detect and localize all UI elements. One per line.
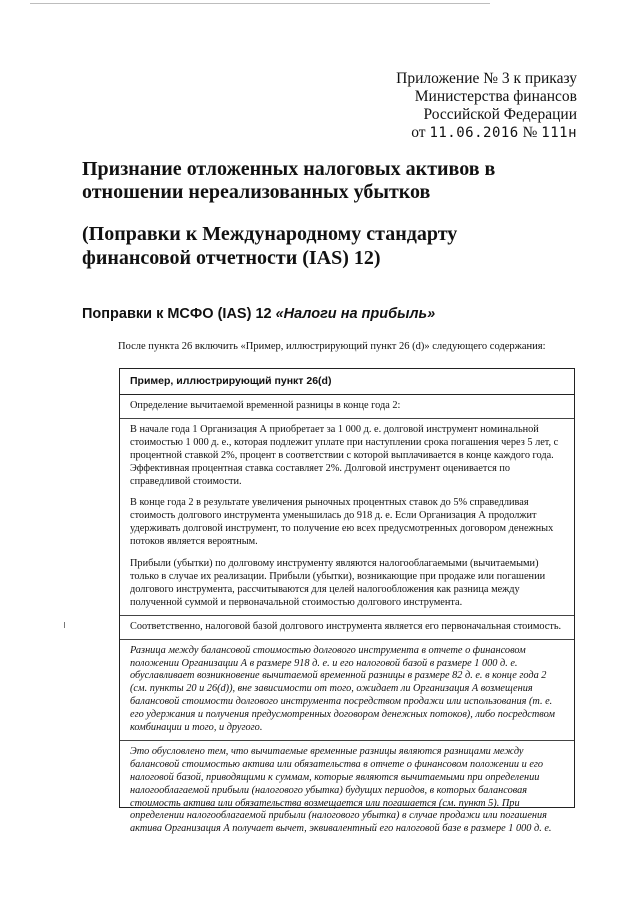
example-box [119, 368, 575, 835]
example-paragraph: В начале года 1 Организация А приобретает за 1 000 д. е. долговой инструмент номинальной стоимостью 1 000 д. е., которая подлежит уплате при наступлении срока погашения через 5 лет, с процентной ставкой 2%, процент в соответствии с которой выплачивается в конце каждого года. Эффективная процентная ставка составляет 2%. Долговой инструмент оценивается по справедливой стоимости. [130, 423, 559, 487]
document-title: Признание отложенных налоговых активов в отношении нереализованных убытков [82, 158, 496, 203]
date-prefix: от [411, 124, 426, 141]
example-row-tax-base [120, 615, 574, 639]
example-paragraph: Прибыли (убытки) по долговому инструменту являются налогооблагаемыми (вычитаемыми) только в случае их реализации. Прибыли (убытки), возникающие при продаже или погашении долгового инструмента, рассчитываются для целей налогообложения как разница между полученной суммой и первоначальной стоимостью долгового инструмента. [130, 558, 546, 608]
example-paragraph: В конце года 2 в результате увеличения рыночных процентных ставок до 5% справедливая стоимость долгового инструмента уменьшилась до 918 д. е. Если Организация А продолжит удерживать долговой инструмент, то получение ею всех предусмотренных договором денежных потоков является вероятным. [130, 497, 554, 548]
example-row-definition [120, 395, 574, 418]
appendix-date-line [317, 124, 577, 142]
order-number: 111н [541, 125, 577, 141]
example-row-facts [120, 418, 574, 615]
example-tax-base-text: Соответственно, налоговой базой долгового инструмента является его первоначальная стоимость. [130, 620, 562, 632]
section-heading [82, 306, 435, 322]
intro-paragraph: После пункта 26 включить «Пример, иллюстрирующий пункт 26 (d)» следующего содержания: [118, 341, 546, 352]
scan-edge-line [30, 3, 490, 4]
section-heading-text: Поправки к МСФО (IAS) 12 [82, 306, 276, 322]
section-heading-standard-name: «Налоги на прибыль» [275, 306, 436, 322]
example-definition-text: Определение вычитаемой временной разницы в конце года 2: [130, 400, 401, 411]
order-date: 11.06.2016 [429, 125, 519, 141]
appendix-reference [317, 70, 577, 142]
example-row-explanation [120, 740, 574, 841]
number-prefix: № [522, 124, 538, 141]
example-row-difference [120, 639, 574, 740]
appendix-line-3: Российской Федерации [423, 106, 577, 123]
appendix-line-2: Министерства финансов [414, 88, 577, 105]
margin-mark [64, 622, 65, 628]
example-box-heading: Пример, иллюстрирующий пункт 26(d) [120, 369, 574, 395]
appendix-line-1: Приложение № 3 к приказу [396, 70, 577, 87]
example-difference-text: Разница между балансовой стоимостью долгового инструмента в отчете о финансовом положении Организации А в размере 918 д. е. и его налоговой базой в размере 1 000 д. е. обуславливает возникновение вычитаемой временной разницы в размере 82 д. е. в конце года 2 (см. пункты 20 и 26(d)), вне зависимости от того, ожидает ли Организация А возмещения балансовой стоимости долгового инструмента посредством продажи или использования (т. е. его удержания и получения предусмотренных договором денежных потоков), либо посредством комбинации и того, и другого. [130, 644, 555, 734]
example-explanation-text: Это обусловлено тем, что вычитаемые временные разницы являются разницами между балансовой стоимостью актива или обязательства в отчете о финансовом положении и его налоговой базой, приводящими к суммам, которые являются вычитаемыми при определении налогооблагаемой прибыли (налогового убытка) будущих периодов, в которых балансовая стоимость актива или обязательства возмещается или погашается (см. пункт 5). При определении налогооблагаемой прибыли (налогового убытка) в случае продажи или погашения актива Организация А получает вычет, эквивалентный его налоговой базе в размере 1 000 д. е. [130, 745, 552, 835]
document-subtitle: (Поправки к Международному стандарту финансовой отчетности (IAS) 12) [82, 223, 458, 269]
